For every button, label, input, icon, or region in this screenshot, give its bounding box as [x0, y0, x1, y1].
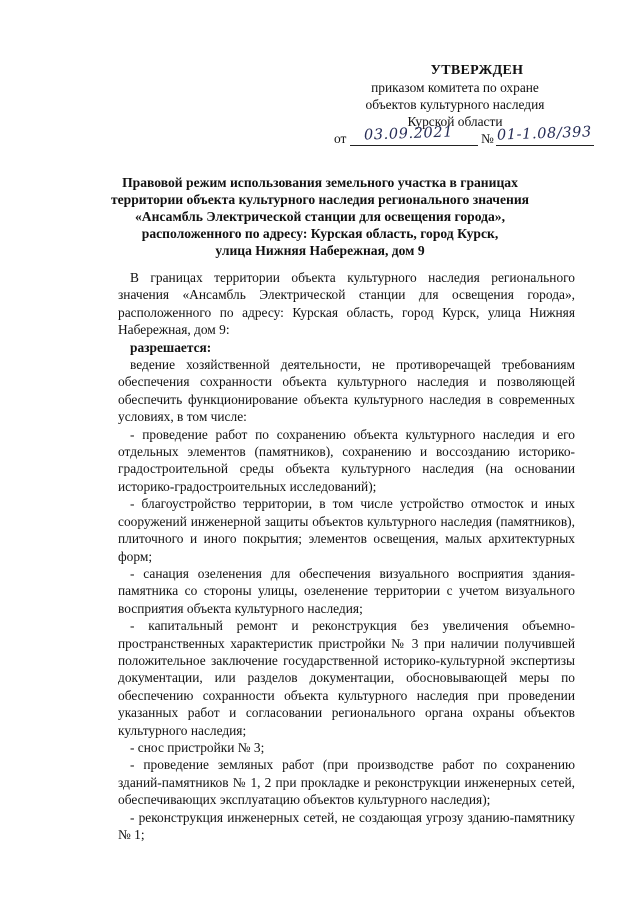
list-item: - санация озеленения для обеспечения визуального восприятия здания-памятника со стороны улицы, озеленение территории с учетом визуального восприятия объекта культурного наследия; — [118, 565, 575, 616]
list-item: - капитальный ремонт и реконструкция без увеличения объемно-пространственных характеристик пристройки № 3 при наличии получившей положительное заключение государственной историко-культурной экспертизы документации, или разделов документации, обосновывающей меры по обеспечению сохранности объекта культурного наследия при проведении указанных работ и согласовании регионального органа охраны объектов культурного наследия; — [118, 618, 575, 738]
number-underline — [496, 145, 594, 146]
approval-line-3: Курской области — [407, 114, 503, 129]
approval-block — [320, 62, 590, 130]
list-item: - проведение работ по сохранению объекта культурного наследия и его отдельных элементов (памятников), сохранению и воссозданию историко-градостроительной среды объекта культурного наследия (на основании историко-градостроительных исследований); — [118, 426, 575, 494]
list-item: - реконструкция инженерных сетей, не создающая угрозу зданию-памятнику № 1; — [118, 809, 575, 842]
title-line: «Ансамбль Электрической станции для освещения города», — [135, 209, 505, 224]
handwritten-number: 01-1.08/393 — [496, 124, 593, 144]
allowed-general-paragraph: ведение хозяйственной деятельности, не противоречащей требованиям обеспечения сохранности объекта культурного наследия и позволяющей обеспечить функционирование объекта культурного наследия в современных условиях, в том числе: — [118, 357, 575, 425]
allowed-label: разрешается: — [130, 339, 212, 355]
approval-line-1: приказом комитета по охране — [371, 80, 539, 95]
list-item: - снос пристройки № 3; — [130, 739, 265, 755]
title-line: территории объекта культурного наследия регионального значения — [110, 192, 530, 207]
list-item: - благоустройство территории, в том числе устройство отмосток и иных сооружений инженерной защиты объектов культурного наследия (памятников), плиточного и иного покрытия; элементов освещения, малых архитектурных форм; — [118, 496, 575, 564]
list-item: - проведение земляных работ (при производстве работ по сохранению зданий-памятников № 1, 2 при прокладке и реконструкции инженерных сетей, обеспечивающих эксплуатацию объектов культурного наследия); — [118, 757, 575, 808]
document-body — [118, 269, 575, 843]
approval-title: УТВЕРЖДЕН — [430, 63, 524, 78]
title-line: расположенного по адресу: Курская область, город Курск, — [141, 226, 499, 241]
date-label: от — [334, 131, 347, 146]
title-line: улица Нижняя Набережная, дом 9 — [215, 243, 425, 258]
handwritten-date: 03.09.2021 — [363, 124, 454, 144]
approval-signature-row — [334, 124, 594, 151]
intro-paragraph: В границах территории объекта культурного наследия регионального значения «Ансамбль Электрической станции для освещения города», расположенного по адресу: Курская область, город Курск, улица Нижняя Набережная, дом 9: — [118, 270, 575, 338]
date-underline — [350, 145, 478, 146]
title-line: Правовой режим использования земельного участка в границах — [122, 175, 518, 190]
number-label: № — [481, 131, 494, 146]
approval-line-2: объектов культурного наследия — [365, 97, 545, 112]
document-title — [100, 174, 540, 259]
